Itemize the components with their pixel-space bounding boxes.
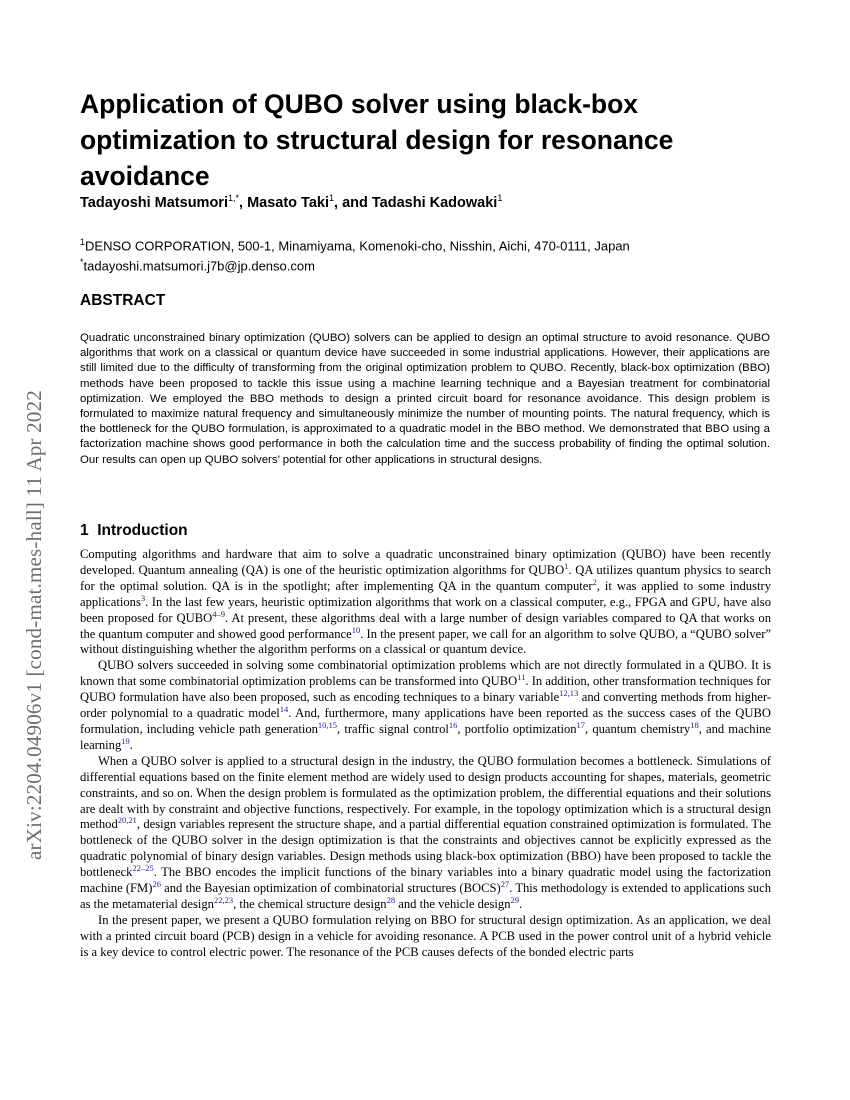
citation-link[interactable]: 2: [592, 576, 597, 587]
affiliation-line: $^1$DENSO CORPORATION, 500-1, Minamiyama, Komenoki-cho, Nisshin, Aichi, 470-0111, Japan: [80, 237, 630, 254]
paragraph-text: Computing algorithms and hardware that aim to solve a quadratic unconstrained binary optimization (QUBO) have been recently developed. Quantum annealing (QA) is one of the heuristic optimization algorithms for QUBO: [80, 547, 771, 577]
paragraph-text: . And, furthermore, many applications have been reported as the success cases of the QUBO formulation, including vehicle path generation: [80, 706, 771, 736]
author-mark: 1: [329, 193, 335, 203]
citation-link[interactable]: 19: [121, 735, 130, 746]
section-heading: [80, 522, 188, 540]
section-title: Introduction: [97, 522, 188, 539]
citation-link[interactable]: 10,15: [317, 719, 338, 730]
paragraph-text: , and machine learning: [80, 721, 771, 752]
email-line: *tadayoshi.matsumori.j7b@jp.denso.com: [80, 257, 315, 274]
citation-link[interactable]: 29: [510, 894, 519, 905]
author-name: and Tadashi Kadowaki: [342, 194, 498, 211]
paragraph-text: , design variables represent the structure shape, and a partial differential equation constrained optimization is formulated. The bottleneck of the QUBO solver in the design optimization is that the constraints and objectives cannot be explicitly expressed as the quadratic polynomial of binary design variables. Design methods using black-box optimization (BBO) have been proposed to tackle the bottleneck: [80, 817, 771, 880]
citation-link[interactable]: 22–25: [132, 862, 154, 873]
paragraph-text: , portfolio optimization: [457, 721, 577, 736]
arxiv-identifier-stamp: arXiv:2204.04906v1 [cond-mat.mes-hall] 11 Apr 2022: [22, 390, 46, 860]
author-mark: 1,*: [227, 193, 239, 203]
citation-link[interactable]: 20,21: [117, 815, 137, 826]
citation-link[interactable]: 26: [152, 878, 161, 889]
introduction-body: [80, 547, 771, 961]
paragraph-text: and the vehicle design: [395, 896, 511, 911]
paragraph-text: . In addition, other transformation techniques for QUBO formulation have also been proposed, such as encoding techniques to a binary variable: [80, 674, 771, 705]
paragraph-text: .: [129, 737, 133, 752]
citation-link[interactable]: 4–9: [212, 608, 225, 619]
paragraph-text: . This methodology is extended to applications such as the metamaterial design: [80, 881, 771, 911]
abstract-heading: ABSTRACT: [80, 292, 166, 309]
citation-link[interactable]: 28: [386, 894, 396, 905]
affiliations: [80, 234, 780, 275]
paragraph-text: , traffic signal control: [337, 721, 449, 736]
body-paragraph: [80, 658, 771, 753]
paragraph-text: . In the last few years, heuristic optimization algorithms that work on a classical computer, e.g., FPGA and GPU, have also been proposed for QUBO: [80, 594, 771, 625]
citation-link[interactable]: 3: [140, 592, 146, 603]
citation-link[interactable]: 17: [576, 719, 586, 730]
citation-link[interactable]: 16: [448, 719, 458, 730]
body-paragraph: [80, 754, 771, 913]
paragraph-text: . QA utilizes quantum physics to search for the optimal solution. QA is in the spotlight; after implementing QA in the quantum computer: [80, 562, 772, 593]
citation-link[interactable]: 11: [517, 672, 526, 683]
author-name: Masato Taki: [247, 194, 329, 211]
citation-link[interactable]: 14: [279, 703, 289, 714]
paragraph-text: . The BBO encodes the implicit functions of the binary variables into a binary quadratic model using the factorization machine (FM): [80, 865, 771, 896]
author-mark: 1: [497, 193, 503, 203]
paragraph-text: and the Bayesian optimization of combinatorial structures (BOCS): [160, 881, 501, 896]
citation-link[interactable]: 22,23: [213, 894, 234, 905]
paragraph-text: . At present, these algorithms deal with a large number of design variables compared to QA that works on the quantum computer and showed good performance: [80, 610, 771, 641]
author-list: Tadayoshi Matsumori$^{1,*}$, Masato Taki$^1$, and Tadashi Kadowaki$^1$: [80, 193, 503, 211]
citation-link[interactable]: 18: [690, 719, 699, 730]
citation-link[interactable]: 1: [564, 560, 569, 571]
paragraph-text: When a QUBO solver is applied to a structural design in the industry, the QUBO formulation becomes a bottleneck. Simulations of differential equations based on the finite element method are widely used to design products accounting for shapes, materials, geometric constraints, and so on. When the design problem is formulated as the optimization problem, the differential equations and their solutions are dealt with by constraint and objective functions, respectively. For example, in the topology optimization which is a structural design method: [80, 753, 771, 832]
paragraph-text: QUBO solvers succeeded in solving some combinatorial optimization problems which are not directly formulated in a QUBO. It is known that some combinatorial optimization problems can be transformed into QUBO: [80, 658, 771, 689]
section-number: 1: [80, 522, 89, 539]
paragraph-text: In the present paper, we present a QUBO formulation relying on BBO for structural design optimization. As an application, we deal with a printed circuit board (PCB) design in a vehicle for avoiding resonance. A PCB used in the power control unit of a hybrid vehicle is a key device to control electric power. The resonance of the PCB causes defects of the bonded electric parts: [80, 912, 771, 959]
body-paragraph: [80, 913, 771, 961]
paragraph-text: , the chemical structure design: [233, 896, 387, 911]
paragraph-text: .: [519, 896, 523, 911]
paragraph-text: , it was applied to some industry applications: [80, 578, 771, 609]
paragraph-text: , quantum chemistry: [585, 721, 691, 736]
paragraph-text: and converting methods from higher-order polynomial to a quadratic model: [80, 690, 771, 721]
citation-link[interactable]: 12,13: [559, 687, 579, 698]
paper-title: Application of QUBO solver using black-box optimization to structural design for resonance avoidance: [80, 89, 674, 191]
author-name: Tadayoshi Matsumori: [80, 194, 228, 211]
paragraph-text: . In the present paper, we call for an algorithm to solve QUBO, a “QUBO solver” without distinguishing whether the algorithm performs on a classical or quantum device.: [80, 626, 771, 657]
body-paragraph: [80, 547, 771, 658]
abstract-text: Quadratic unconstrained binary optimization (QUBO) solvers can be applied to design an optimal structure to avoid resonance. QUBO algorithms that work on a classical or quantum device have succeeded in some industrial applications. However, their applications are still limited due to the difficulty of transforming from the original optimization problem to QUBO. Recently, black-box optimization (BBO) methods have been proposed to tackle this issue using a machine learning technique and a Bayesian treatment for combinatorial optimization. We employed the BBO methods to design a printed circuit board for resonance avoidance. This design problem is formulated to maximize natural frequency and simultaneously minimize the number of mounting points. The natural frequency, which is the bottleneck for the QUBO formulation, is approximated to a quadratic model in the BBO method. We demonstrated that BBO using a factorization machine shows good performance in both the calculation time and the success probability of finding the optimal solution. Our results can open up QUBO solvers’ potential for other applications in structural designs.: [80, 332, 770, 466]
citation-link[interactable]: 27: [500, 878, 510, 889]
citation-link[interactable]: 10: [351, 624, 361, 635]
